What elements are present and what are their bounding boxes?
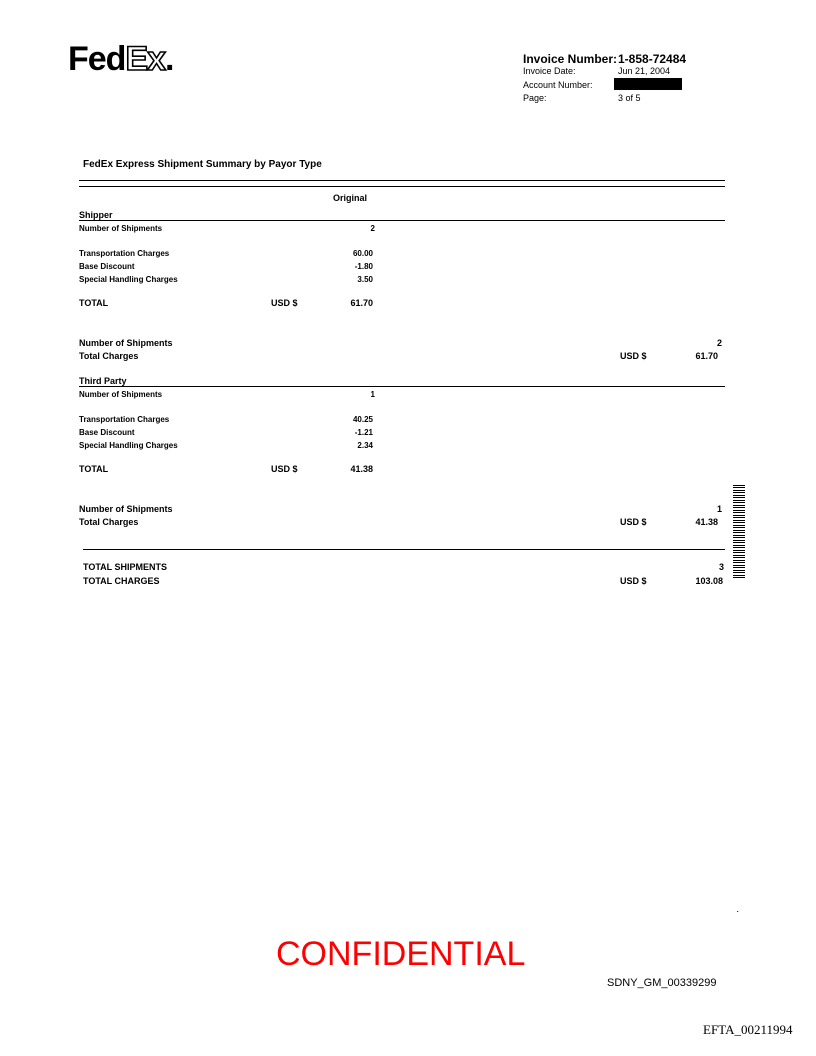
shipper-transport-label: Transportation Charges [79,249,170,258]
third-party-transport-label: Transportation Charges [79,415,170,424]
third-party-transport-value: 40.25 [352,415,373,424]
bates-number: SDNY_GM_00339299 [607,977,717,989]
third-party-num-shipments-label: Number of Shipments [79,390,163,399]
divider [79,386,725,387]
divider [79,220,725,221]
total-shipments-value: 3 [718,562,724,572]
invoice-date-value: Jun 21, 2004 [618,66,671,76]
stray-dot: ․ [736,904,740,915]
logo-dot: . [165,40,174,78]
divider [79,186,725,187]
divider [83,549,725,550]
third-party-total-currency: USD $ [271,464,298,474]
shipper-num-shipments-value: 2 [370,224,375,233]
total-charges-value: 103.08 [695,576,723,586]
shipper-transport-value: 60.00 [352,249,373,258]
shipper-sum-currency: USD $ [620,351,647,361]
shipper-sum-charges-value: 61.70 [695,351,718,361]
third-party-special-value: 2.34 [357,441,373,450]
shipper-sum-shipments-label: Number of Shipments [79,338,173,348]
invoice-number-label: Invoice Number: [523,52,618,66]
summary-title: FedEx Express Shipment Summary by Payor Type [83,159,322,170]
divider [79,180,725,181]
shipper-base-discount-label: Base Discount [79,262,135,271]
shipper-base-discount-value: -1.80 [354,262,373,271]
third-party-base-discount-value: -1.21 [354,428,373,437]
shipper-sum-charges-label: Total Charges [79,351,139,361]
third-party-special-label: Special Handling Charges [79,441,178,450]
efta-number: EFTA_00211994 [703,1022,793,1037]
logo-fed: Fed [68,40,126,78]
page-value: 3 of 5 [618,93,641,103]
fedex-logo [68,40,174,78]
total-charges-currency: USD $ [620,576,647,586]
logo-ex: Ex [125,40,166,78]
shipper-sum-shipments-value: 2 [716,338,722,348]
third-party-sum-shipments-label: Number of Shipments [79,504,173,514]
total-shipments-label: TOTAL SHIPMENTS [83,562,168,572]
page-label: Page: [523,93,547,103]
shipper-total-currency: USD $ [271,298,298,308]
invoice-number-value: 1-858-72484 [618,52,687,66]
shipper-total-label: TOTAL [79,298,109,308]
third-party-sum-charges-label: Total Charges [79,517,139,527]
third-party-heading: Third Party [79,376,127,386]
account-number-label: Account Number: [523,80,593,90]
shipper-special-label: Special Handling Charges [79,275,178,284]
total-charges-label: TOTAL CHARGES [83,576,160,586]
barcode [733,485,745,580]
third-party-sum-charges-value: 41.38 [695,517,718,527]
third-party-sum-currency: USD $ [620,517,647,527]
confidential-stamp: CONFIDENTIAL [276,935,526,973]
shipper-num-shipments-label: Number of Shipments [79,224,163,233]
third-party-base-discount-label: Base Discount [79,428,135,437]
column-header-original: Original [333,193,368,203]
third-party-total-value: 41.38 [350,464,373,474]
third-party-num-shipments-value: 1 [370,390,375,399]
account-number-redaction [614,78,682,90]
shipper-total-value: 61.70 [350,298,373,308]
shipper-special-value: 3.50 [357,275,373,284]
third-party-total-label: TOTAL [79,464,109,474]
shipper-heading: Shipper [79,210,113,220]
third-party-sum-shipments-value: 1 [716,504,722,514]
invoice-date-label: Invoice Date: [523,66,576,76]
